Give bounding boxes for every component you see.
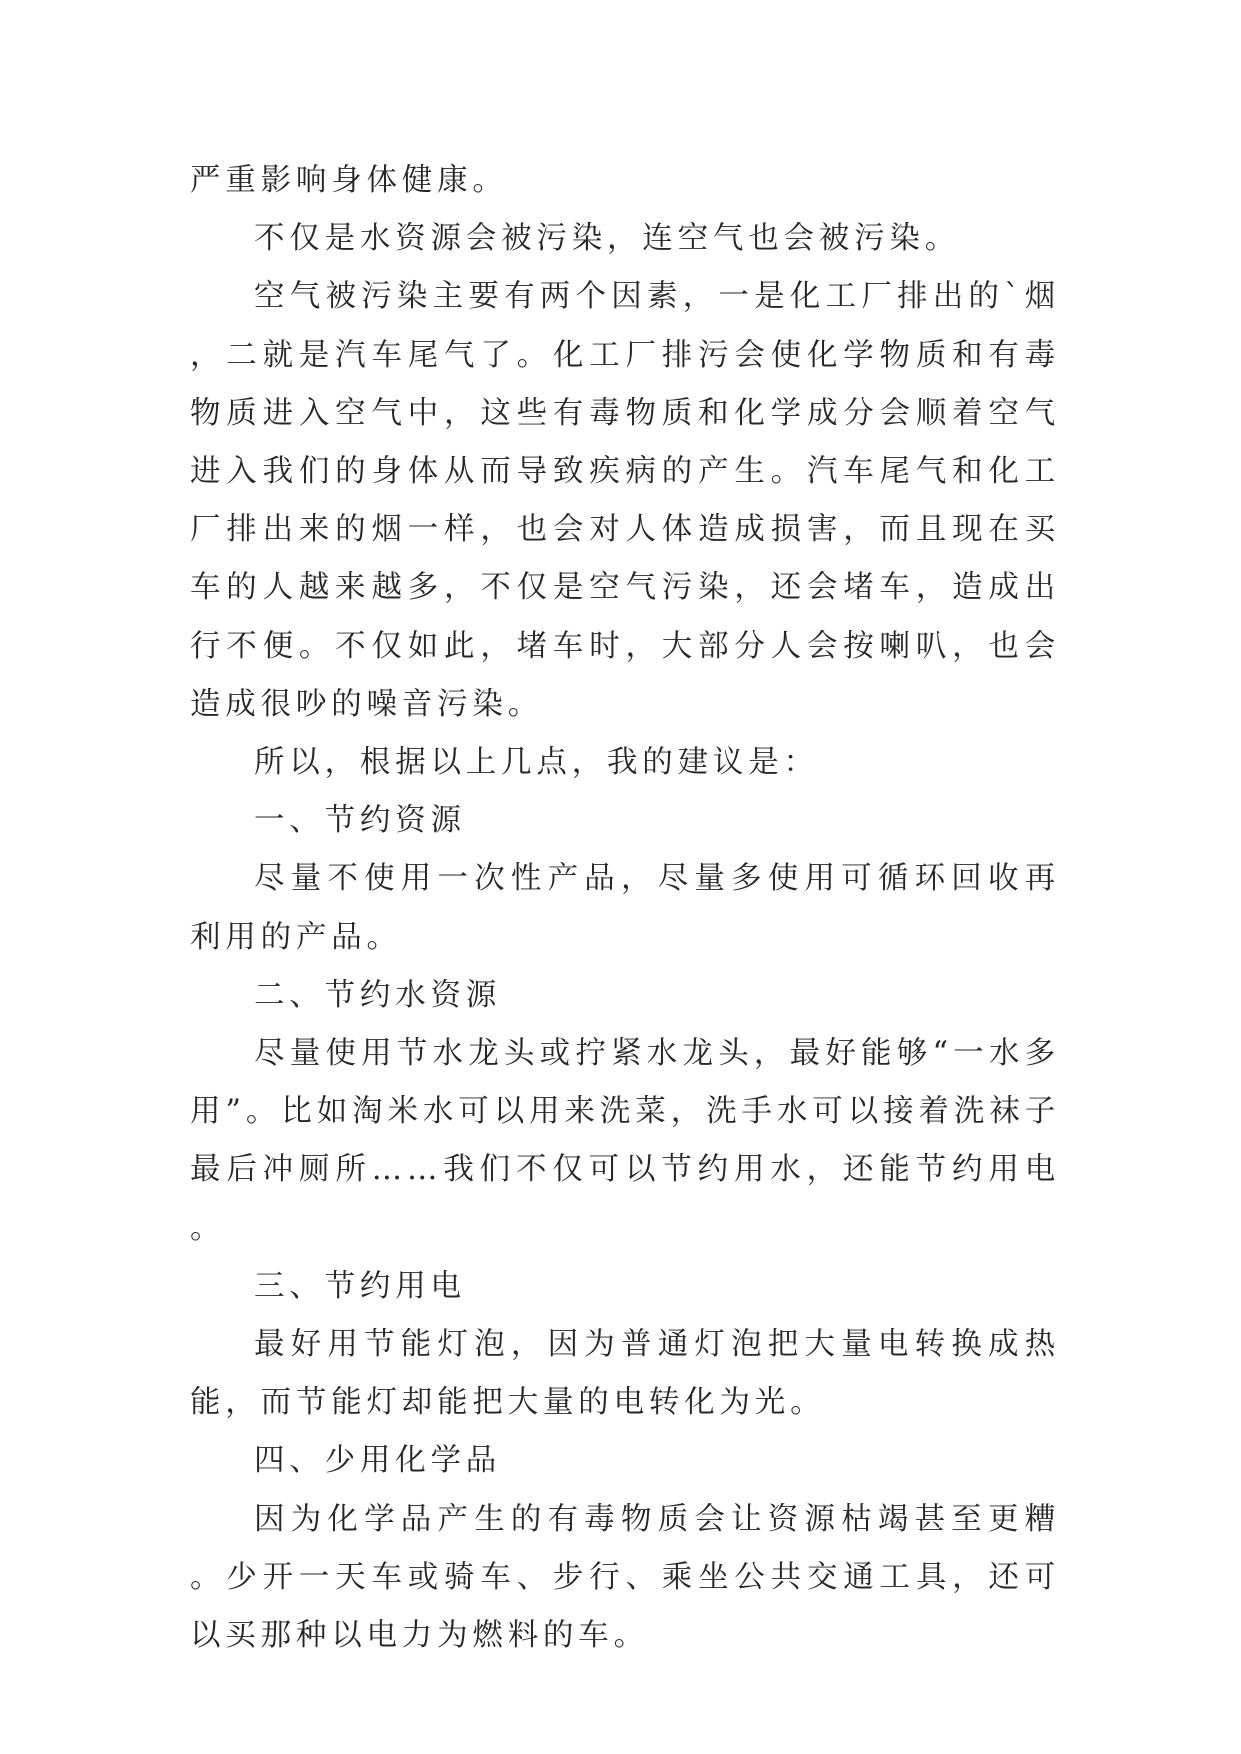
document-body xyxy=(190,152,1060,1665)
paragraph-4: 所以，根据以上几点，我的建议是： xyxy=(254,745,819,781)
paragraph-7: 最好用节能灯泡，因为普通灯泡把大量电转换成热能，而节能灯却能把大量的电转化为光。 xyxy=(190,1327,1060,1421)
paragraph-1: 严重影响身体健康。 xyxy=(190,163,508,198)
section-heading-4: 四、少用化学品 xyxy=(254,1443,502,1479)
section-heading-3: 三、节约用电 xyxy=(254,1268,466,1304)
paragraph-2: 不仅是水资源会被污染，连空气也会被污染。 xyxy=(254,221,960,257)
paragraph-8: 因为化学品产生的有毒物质会让资源枯竭甚至更糟。少开一天车或骑车、步行、乘坐公共交通工具，还可以买那种以电力为燃料的车。 xyxy=(190,1501,1060,1654)
section-heading-1: 一、节约资源 xyxy=(254,803,466,839)
paragraph-5: 尽量不使用一次性产品，尽量多使用可循环回收再利用的产品。 xyxy=(190,861,1060,955)
section-heading-2: 二、节约水资源 xyxy=(254,977,502,1013)
paragraph-3: 空气被污染主要有两个因素，一是化工厂排出的`烟，二就是汽车尾气了。化工厂排污会使化学物质和有毒物质进入空气中，这些有毒物质和化学成分会顺着空气进入我们的身体从而导致疾病的产生。汽车尾气和化工厂排出来的烟一样，也会对人体造成损害，而且现在买车的人越来越多，不仅是空气污染，还会堵车，造成出行不便。不仅如此，堵车时，大部分人会按喇叭，也会造成很吵的噪音污染。 xyxy=(190,279,1060,722)
paragraph-6: 尽量使用节水龙头或拧紧水龙头，最好能够“一水多用”。比如淘米水可以用来洗菜，洗手水可以接着洗袜子最后冲厕所……我们不仅可以节约用水，还能节约用电。 xyxy=(190,1036,1060,1246)
